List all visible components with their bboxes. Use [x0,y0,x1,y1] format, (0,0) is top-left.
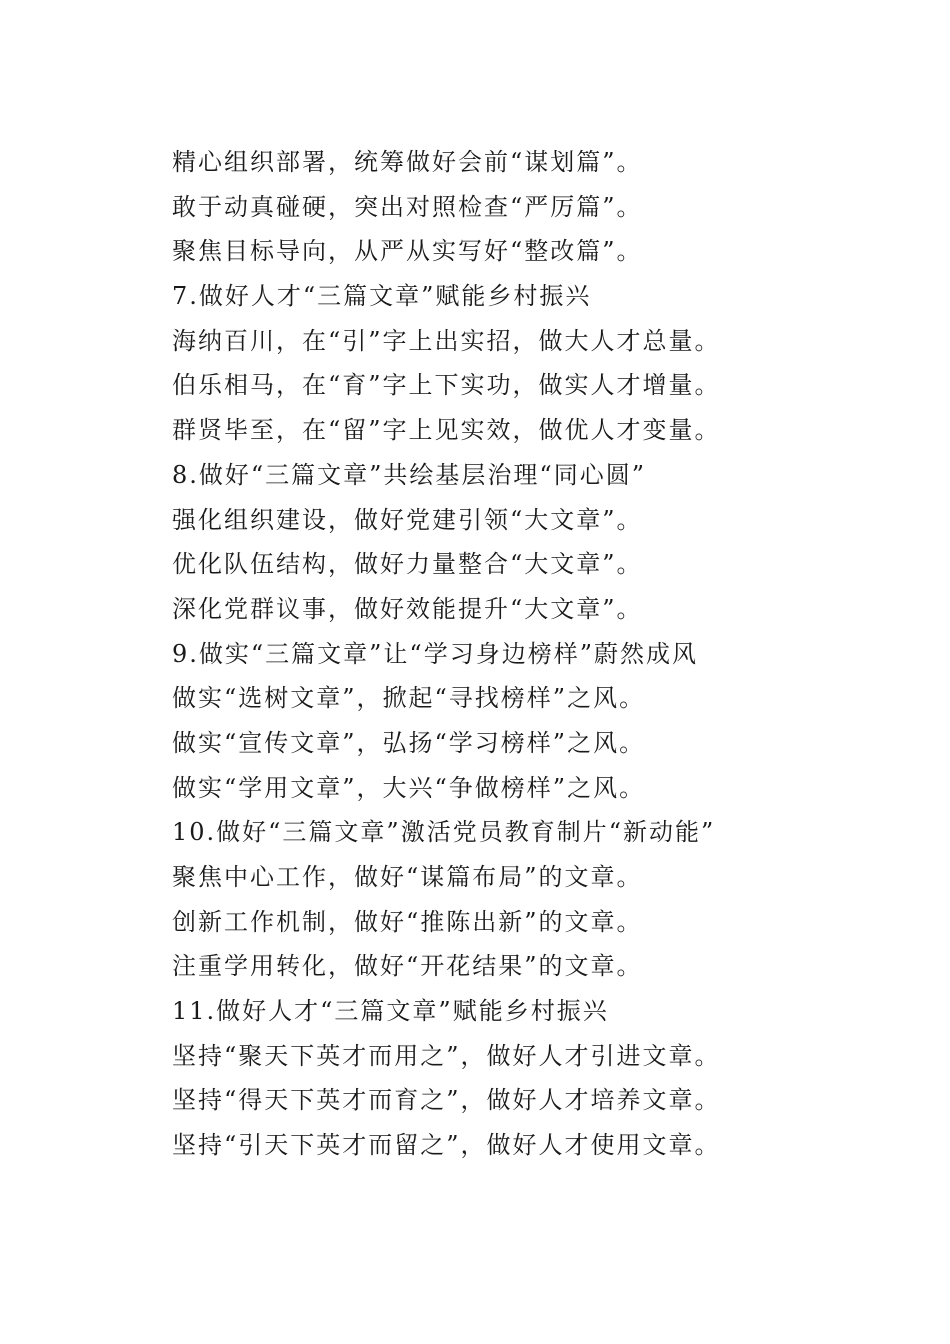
document-body [172,140,912,1168]
section-heading-9: 9.做实“三篇文章”让“学习身边榜样”蔚然成风 [172,639,698,668]
text-line: 做实“宣传文章”，弘扬“学习榜样”之风。 [172,728,646,757]
text-line: 优化队伍结构，做好力量整合“大文章”。 [172,550,643,579]
section-heading-10: 10.做好“三篇文章”激活党员教育制片“新动能” [172,818,716,847]
text-line: 坚持“引天下英才而留之”，做好人才使用文章。 [172,1131,721,1160]
text-line: 坚持“聚天下英才而用之”，做好人才引进文章。 [172,1041,721,1070]
text-line: 群贤毕至，在“留”字上见实效，做优人才变量。 [172,416,721,445]
section-heading-8: 8.做好“三篇文章”共绘基层治理“同心圆” [172,460,646,489]
section-heading-7: 7.做好人才“三篇文章”赋能乡村振兴 [172,282,592,311]
text-line: 海纳百川，在“引”字上出实招，做大人才总量。 [172,326,721,355]
text-line: 做实“学用文章”，大兴“争做榜样”之风。 [172,773,646,802]
text-line: 坚持“得天下英才而育之”，做好人才培养文章。 [172,1086,721,1115]
text-line: 精心组织部署，统筹做好会前“谋划篇”。 [172,148,643,176]
text-line: 敢于动真碰硬，突出对照检查“严厉篇”。 [172,192,643,221]
text-line: 创新工作机制，做好“推陈出新”的文章。 [172,907,643,936]
text-line: 聚焦目标导向，从严从实写好“整改篇”。 [172,237,643,266]
text-line: 聚焦中心工作，做好“谋篇布局”的文章。 [172,863,643,891]
text-line: 注重学用转化，做好“开花结果”的文章。 [172,952,643,981]
section-heading-11: 11.做好人才“三篇文章”赋能乡村振兴 [172,997,609,1026]
text-line: 深化党群议事，做好效能提升“大文章”。 [172,594,643,623]
text-line: 做实“选树文章”，掀起“寻找榜样”之风。 [172,684,646,713]
text-line: 强化组织建设，做好党建引领“大文章”。 [172,505,643,534]
text-line: 伯乐相马，在“育”字上下实功，做实人才增量。 [172,371,721,400]
